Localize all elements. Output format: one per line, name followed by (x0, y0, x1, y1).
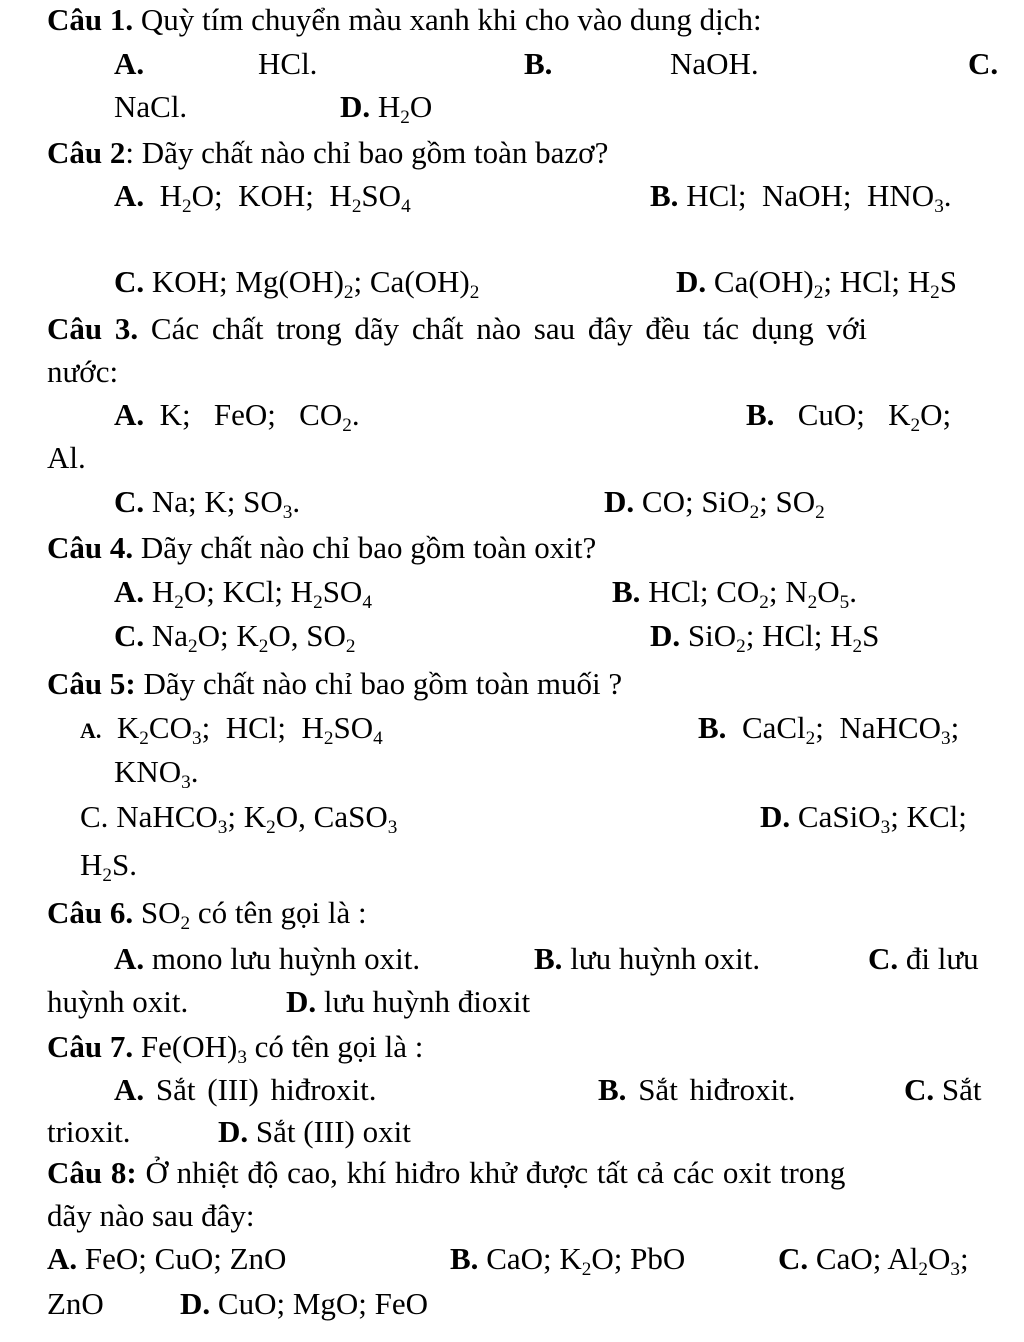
option-b: B. HCl; $CO_2$; $N_2O_5$. (612, 574, 858, 614)
option-b: B. lưu huỳnh oxit. (534, 941, 761, 976)
option-b: B. CuO; $K_2O$; (746, 397, 952, 437)
question-text: Quỳ tím chuyển màu xanh khi cho vào dung dịch: (140, 2, 762, 37)
option-c: C. KOH; $Mg(OH)_2$; $Ca(OH)_2$ (114, 264, 480, 304)
option-c: C. Na; K; $SO_3$. (114, 484, 301, 524)
option-a: A. Sắt (III) hiđroxit. (114, 1072, 377, 1107)
option-c-cont: huỳnh oxit. (47, 984, 189, 1019)
question-label: Câu 4. (47, 530, 134, 565)
question-label: Câu 7. (47, 1029, 134, 1064)
option-d: D. CuO; MgO; FeO (180, 1286, 429, 1321)
question-text: có tên gọi là : (254, 1029, 424, 1064)
question-label: Câu 6. (47, 895, 134, 930)
option-d: D. lưu huỳnh đioxit (286, 984, 531, 1019)
option-b: B. CaCl$_2$; NaHCO$_3$; (698, 710, 960, 750)
question-2 (47, 133, 608, 173)
question-text: Dãy chất nào chỉ bao gồm toàn oxit? (140, 530, 597, 565)
question-text-cont: nước: (47, 354, 119, 389)
option-c: C. $Na_2O$; $K_2O$, $SO_2$ (114, 618, 356, 658)
question-3 (47, 309, 867, 349)
question-label: Câu 3. (47, 311, 139, 346)
question-4 (47, 528, 596, 568)
question-5 (47, 664, 622, 704)
option-c: C. NaHCO$_3$; $K_2O$, CaSO$_3$ (80, 799, 398, 839)
option-a: A. FeO; CuO; ZnO (47, 1241, 287, 1276)
question-6: Câu 6. $SO_2$ có tên gọi là : (47, 895, 367, 935)
question-7: Câu 7. $Fe(OH)_3$ có tên gọi là : (47, 1029, 424, 1069)
option-b: NaOH. (670, 46, 759, 81)
option-d: D. Sắt (III) oxit (218, 1114, 411, 1149)
option-label: A. (114, 46, 145, 81)
question-text-cont: dãy nào sau đây: (47, 1198, 255, 1233)
option-label: B. (524, 46, 553, 81)
option-a: A. $H_2O$; KCl; $H_2SO_4$ (114, 574, 372, 614)
question-label: Câu 2 (47, 135, 126, 170)
option-d: D. $Ca(OH)_2$; HCl; $H_2S$ (676, 264, 958, 304)
option-b-cont: Al. (47, 440, 86, 475)
option-a: A. $H_2O$; KOH; $H_2SO_4$ (114, 178, 411, 218)
option-a: A. $K_2CO_3$; HCl; $H_2SO_4$ (80, 710, 383, 750)
option-c: C. Sắt (904, 1072, 982, 1107)
question-text: Ở nhiệt độ cao, khí hiđro khử được tất cả các oxit trong (145, 1155, 846, 1190)
question-label: Câu 1. (47, 2, 134, 37)
option-c: NaCl. (114, 89, 188, 124)
question-label: Câu 5: (47, 666, 136, 701)
option-b: B. Sắt hiđroxit. (598, 1072, 796, 1107)
option-b: B. CaO; $K_2O$; PbO (450, 1241, 686, 1281)
option-a: A. K; FeO; $CO_2$. (114, 397, 360, 437)
option-c-cont: trioxit. (47, 1114, 131, 1149)
question-text: Các chất trong dãy chất nào sau đây đều tác dụng với (150, 311, 868, 346)
option-c-cont: ZnO (47, 1286, 104, 1321)
question-label: Câu 8: (47, 1155, 137, 1190)
option-c: C. đi lưu (868, 941, 979, 976)
option-d-cont: $H_2S$. (80, 847, 137, 887)
option-d: D. $H_2O$ (340, 89, 433, 129)
option-d: D. SiO$_2$; HCl; $H_2S$ (650, 618, 880, 658)
question-text: : Dãy chất nào chỉ bao gồm toàn bazơ? (125, 135, 609, 170)
option-b: B. HCl; NaOH; $HNO_3$. (650, 178, 952, 218)
option-a: HCl. (258, 46, 318, 81)
question-1 (47, 0, 762, 40)
option-label: C. (968, 46, 999, 81)
question-text: Dãy chất nào chỉ bao gồm toàn muối ? (143, 666, 623, 701)
option-b-cont: $KNO_3$. (114, 754, 199, 794)
option-c: C. CaO; $Al_2O_3$; (778, 1241, 969, 1281)
question-8 (47, 1153, 845, 1193)
option-d: D. CO; SiO$_2$; $SO_2$ (604, 484, 825, 524)
option-d: D. CaSiO$_3$; KCl; (760, 799, 967, 839)
question-text: có tên gọi là : (197, 895, 367, 930)
option-a: A. mono lưu huỳnh oxit. (114, 941, 421, 976)
